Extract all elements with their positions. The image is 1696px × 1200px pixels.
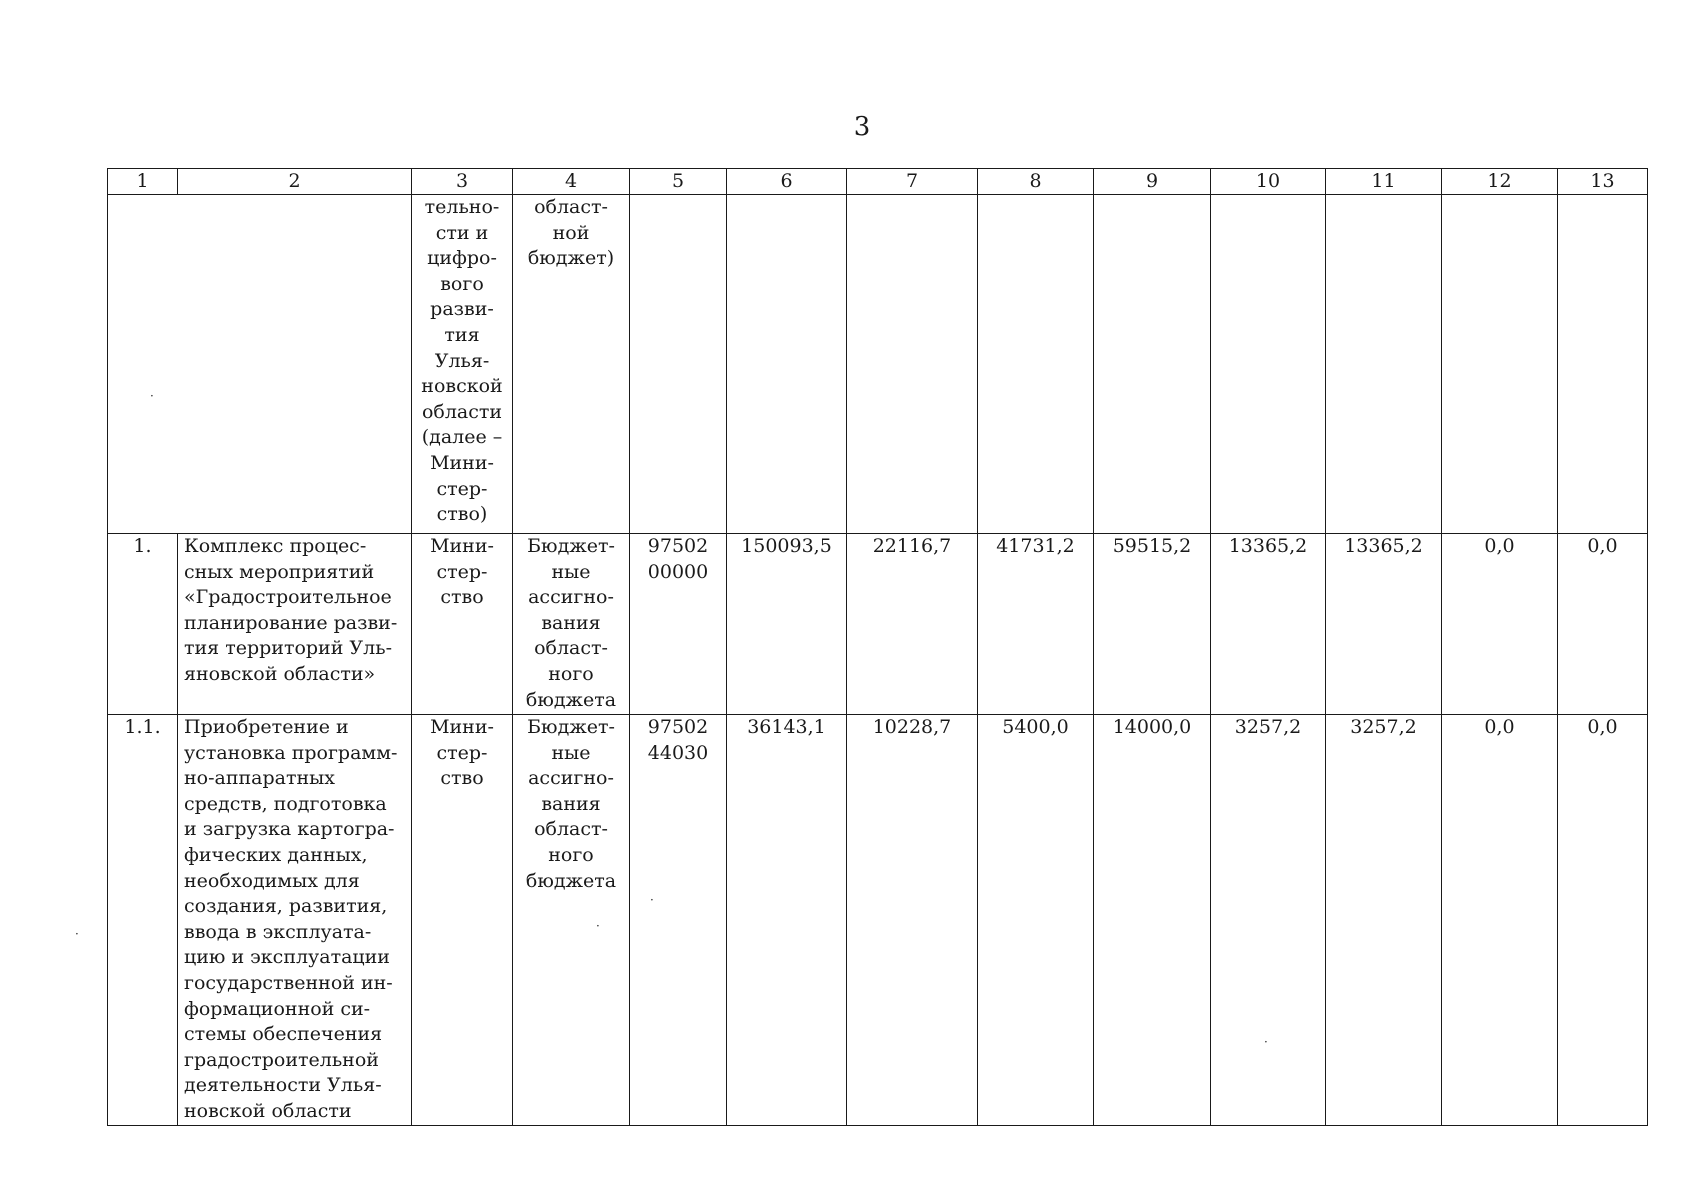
text-line: области (421, 400, 503, 423)
text-line: Бюджет- (527, 716, 615, 738)
column-number: 1 (108, 169, 178, 195)
text-line: цию и эксплуатации (184, 946, 390, 969)
year-value: 13365,2 (1211, 534, 1326, 715)
text-line: разви- (430, 298, 494, 321)
text-line: ство (440, 767, 484, 790)
year-value: 13365,2 (1326, 534, 1442, 715)
text-line: установка программ- (184, 741, 398, 764)
source-continuation-cell (513, 195, 630, 534)
column-number: 10 (1211, 169, 1326, 195)
text-line: стемы обеспечения (184, 1023, 383, 1046)
text-line: област- (534, 196, 608, 218)
empty-cell (1442, 195, 1558, 534)
text-line: ные (551, 560, 591, 583)
table-row (108, 534, 1648, 715)
executor-cell (412, 534, 513, 715)
text-line: ного (548, 662, 594, 685)
empty-cell (108, 195, 412, 534)
text-line: и загрузка картогра- (184, 818, 395, 841)
year-value: 41731,2 (978, 534, 1094, 715)
column-number: 7 (847, 169, 978, 195)
total-value: 150093,5 (727, 534, 847, 715)
column-number: 11 (1326, 169, 1442, 195)
executor-cell (412, 715, 513, 1126)
funding-source-cell (513, 715, 630, 1126)
year-value: 5400,0 (978, 715, 1094, 1126)
budget-table (107, 168, 1648, 1126)
text-line: 00000 (647, 560, 709, 583)
empty-cell (978, 195, 1094, 534)
executor-continuation-cell (412, 195, 513, 534)
year-value: 0,0 (1442, 715, 1558, 1126)
year-value: 3257,2 (1211, 715, 1326, 1126)
column-number: 5 (630, 169, 727, 195)
text-line: Улья- (434, 349, 490, 372)
year-value: 0,0 (1558, 715, 1648, 1126)
text-line: деятельности Улья- (184, 1074, 382, 1097)
text-line: Мини- (430, 535, 494, 557)
year-value: 22116,7 (847, 534, 978, 715)
column-number: 13 (1558, 169, 1648, 195)
column-number: 3 (412, 169, 513, 195)
column-number: 2 (178, 169, 412, 195)
text-line: тия территорий Уль- (184, 637, 392, 660)
text-line: (далее – (421, 426, 503, 449)
text-line: формационной си- (184, 997, 371, 1020)
text-line: 97502 (647, 716, 709, 738)
text-line: Бюджет- (527, 535, 615, 557)
year-value: 10228,7 (847, 715, 978, 1126)
text-line: ного (548, 843, 594, 866)
text-line: област- (534, 637, 608, 660)
empty-cell (847, 195, 978, 534)
row-name-cell (178, 715, 412, 1126)
text-line: тельно- (424, 196, 500, 218)
text-line: 44030 (647, 741, 709, 764)
funding-source-cell (513, 534, 630, 715)
year-value: 0,0 (1558, 534, 1648, 715)
text-line: средств, подготовка (184, 792, 387, 815)
scan-speck: · (150, 389, 154, 403)
column-number: 4 (513, 169, 630, 195)
text-line: бюджета (525, 688, 617, 711)
scan-speck: · (650, 893, 654, 907)
text-line: сных мероприятий (184, 560, 375, 583)
text-line: ассигно- (528, 767, 614, 790)
text-line: ные (551, 741, 591, 764)
text-line: 97502 (647, 535, 709, 557)
text-line: новской области (184, 1099, 352, 1122)
text-line: вания (541, 611, 601, 634)
text-line: бюджета (525, 869, 617, 892)
text-line: стер- (436, 560, 488, 583)
empty-cell (630, 195, 727, 534)
text-line: фических данных, (184, 843, 368, 866)
text-line: но-аппаратных (184, 767, 336, 790)
text-line: област- (534, 818, 608, 841)
empty-cell (727, 195, 847, 534)
text-line: ство (440, 586, 484, 609)
text-line: Мини- (430, 451, 494, 474)
scan-speck: · (75, 927, 79, 941)
scan-speck: · (596, 919, 600, 933)
text-line: сти и (435, 221, 489, 244)
text-line: ной (552, 221, 590, 244)
text-line: ство) (436, 503, 488, 526)
text-line: вого (440, 272, 484, 295)
text-line: государственной ин- (184, 971, 393, 994)
year-value: 14000,0 (1094, 715, 1211, 1126)
empty-cell (1558, 195, 1648, 534)
text-line: тия (444, 323, 480, 346)
text-line: создания, развития, (184, 895, 388, 918)
table-row (108, 715, 1648, 1126)
text-line: стер- (436, 477, 488, 500)
text-line: стер- (436, 741, 488, 764)
empty-cell (1326, 195, 1442, 534)
text-line: Комплекс процес- (184, 535, 367, 557)
column-number-row (108, 169, 1648, 195)
scan-speck: · (1264, 1035, 1268, 1049)
text-line: ввода в эксплуата- (184, 920, 372, 943)
budget-code-cell (630, 534, 727, 715)
budget-code-cell (630, 715, 727, 1126)
text-line: цифро- (427, 247, 497, 270)
column-number: 9 (1094, 169, 1211, 195)
empty-cell (1094, 195, 1211, 534)
year-value: 3257,2 (1326, 715, 1442, 1126)
text-line: Мини- (430, 716, 494, 738)
total-value: 36143,1 (727, 715, 847, 1126)
text-line: бюджет) (527, 247, 615, 270)
text-line: ассигно- (528, 586, 614, 609)
row-number: 1. (108, 534, 178, 715)
text-line: новской (421, 375, 503, 398)
row-number: 1.1. (108, 715, 178, 1126)
text-line: градостроительной (184, 1048, 379, 1071)
row-name-cell (178, 534, 412, 715)
continuation-row (108, 195, 1648, 534)
text-line: яновской области» (184, 662, 376, 685)
year-value: 0,0 (1442, 534, 1558, 715)
text-line: вания (541, 792, 601, 815)
text-line: «Градостроительное (184, 586, 392, 609)
column-number: 8 (978, 169, 1094, 195)
empty-cell (1211, 195, 1326, 534)
text-line: планирование разви- (184, 611, 398, 634)
column-number: 12 (1442, 169, 1558, 195)
column-number: 6 (727, 169, 847, 195)
text-line: Приобретение и (184, 716, 349, 738)
page-number: 3 (853, 112, 871, 142)
year-value: 59515,2 (1094, 534, 1211, 715)
text-line: необходимых для (184, 869, 360, 892)
